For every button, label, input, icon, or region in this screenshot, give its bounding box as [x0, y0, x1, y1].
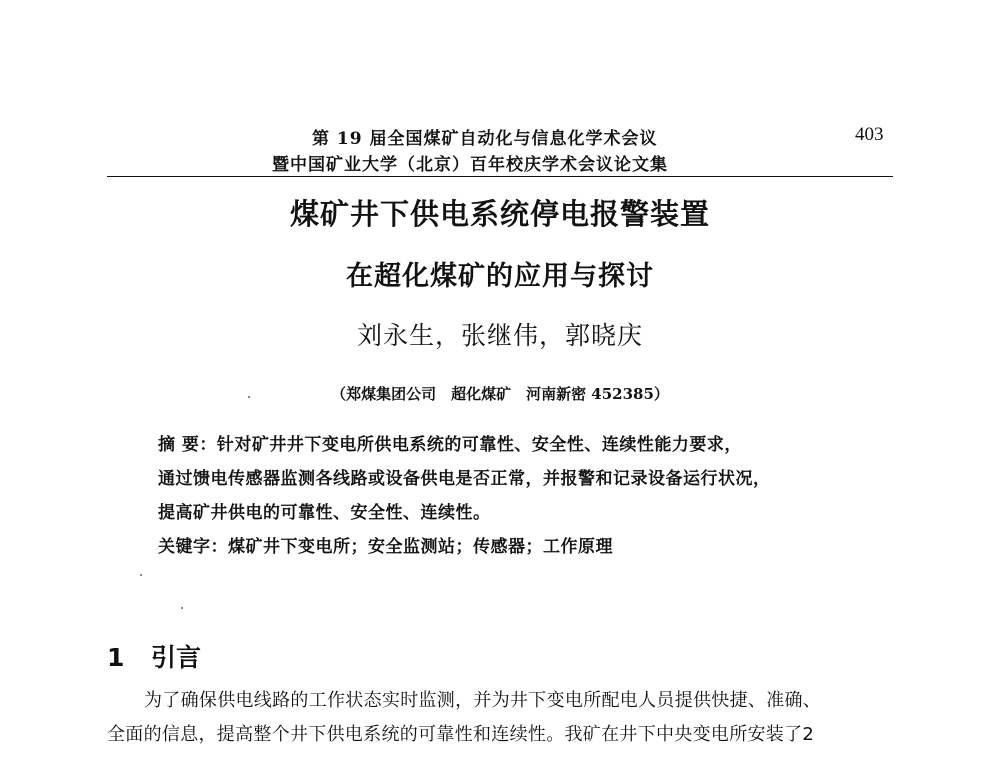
page-number: 403: [855, 124, 884, 145]
body-paragraph-line1: 为了确保供电线路的工作状态实时监测，并为井下变电所配电人员提供快捷、准确、: [144, 690, 822, 711]
scan-speck: [140, 574, 142, 576]
section-number: 1: [107, 643, 125, 672]
abstract-text-line1: 针对矿井井下变电所供电系统的可靠性、安全性、连续性能力要求，: [216, 435, 742, 455]
abstract-label: 摘 要：: [158, 435, 217, 455]
paper-title-line2: 在超化煤矿的应用与探讨: [346, 261, 654, 292]
keywords-label: 关键字：: [158, 537, 228, 557]
keywords-text: 煤矿井下变电所；安全监测站；传感器；工作原理: [228, 537, 613, 557]
abstract-text-line2: 通过馈电传感器监测各线路或设备供电是否正常，并报警和记录设备运行状况，: [158, 469, 771, 489]
scan-speck: [181, 607, 183, 609]
affiliation: （郑煤集团公司 超化煤矿 河南新密 452385）: [331, 385, 669, 403]
header-divider: [107, 176, 893, 177]
scan-speck: [248, 396, 250, 398]
author-list: 刘永生，张继伟，郭晓庆: [356, 321, 643, 350]
conference-title-line2: 暨中国矿业大学（北京）百年校庆学术会议论文集: [272, 155, 668, 175]
section-heading: [107, 638, 201, 674]
section-title: 引言: [151, 643, 202, 672]
body-paragraph-line2: 全面的信息，提高整个井下供电系统的可靠性和连续性。我矿在井下中央变电所安装了2: [107, 724, 815, 745]
conference-title-line1: 第 19 届全国煤矿自动化与信息化学术会议: [312, 129, 658, 149]
keywords-line: [158, 532, 613, 557]
abstract-text-line3: 提高矿井供电的可靠性、安全性、连续性。: [158, 503, 491, 523]
paper-title-line1: 煤矿井下供电系统停电报警装置: [289, 197, 710, 231]
abstract-line1: [158, 430, 742, 455]
